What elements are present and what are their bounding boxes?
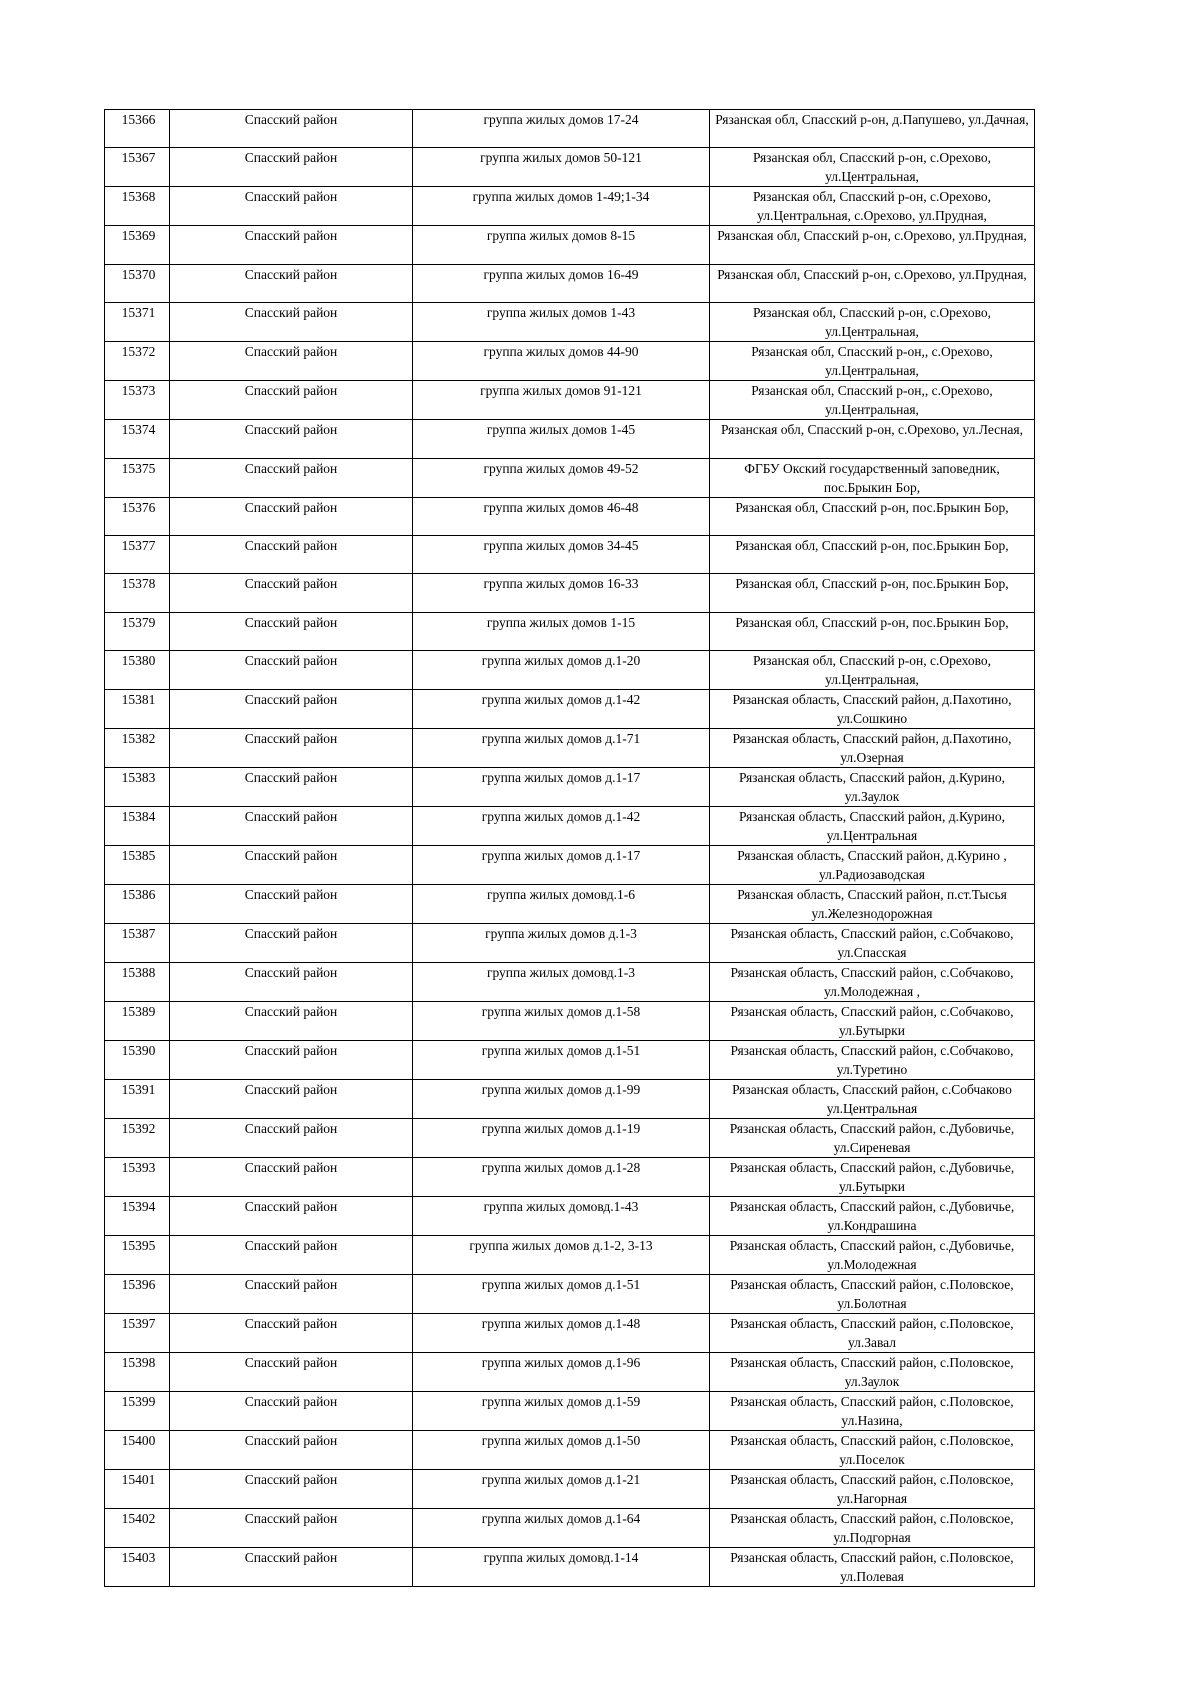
object-cell: группа жилых домов д.1-64 [413, 1509, 710, 1548]
object-cell: группа жилых домов 1-43 [413, 303, 710, 342]
table-row [105, 1236, 1035, 1275]
table-row [105, 1158, 1035, 1197]
row-number-cell: 15402 [105, 1509, 170, 1548]
table-row [105, 690, 1035, 729]
row-number-cell: 15380 [105, 651, 170, 690]
district-cell: Спасский район [170, 612, 413, 650]
row-number-cell: 15393 [105, 1158, 170, 1197]
object-cell: группа жилых домов 34-45 [413, 535, 710, 573]
row-number-cell: 15403 [105, 1548, 170, 1587]
table-body [105, 110, 1035, 1587]
district-cell: Спасский район [170, 729, 413, 768]
address-cell: ФГБУ Окский государственный заповедник, пос.Брыкин Бор, [710, 458, 1035, 497]
address-cell: Рязанская область, Спасский район, с.Половское, ул.Подгорная [710, 1509, 1035, 1548]
address-cell: Рязанская область, Спасский район, с.Дубовичье, ул.Молодежная [710, 1236, 1035, 1275]
object-cell: группа жилых домов 17-24 [413, 110, 710, 148]
address-cell: Рязанская область, Спасский район, д.Пахотино, ул.Сошкино [710, 690, 1035, 729]
table-row [105, 497, 1035, 535]
address-cell: Рязанская область, Спасский район, п.ст.Тысья ул.Железнодорожная [710, 885, 1035, 924]
table-row [105, 768, 1035, 807]
table-row [105, 1353, 1035, 1392]
address-cell: Рязанская область, Спасский район, с.Половское, ул.Назина, [710, 1392, 1035, 1431]
object-cell: группа жилых домов 44-90 [413, 342, 710, 381]
table-row [105, 885, 1035, 924]
district-cell: Спасский район [170, 846, 413, 885]
district-cell: Спасский район [170, 1158, 413, 1197]
row-number-cell: 15388 [105, 963, 170, 1002]
address-cell: Рязанская область, Спасский район, с.Собчаково, ул.Туретино [710, 1041, 1035, 1080]
table-row [105, 1509, 1035, 1548]
address-cell: Рязанская обл, Спасский р-он, с.Орехово, ул.Центральная, с.Орехово, ул.Прудная, [710, 187, 1035, 226]
address-cell: Рязанская область, Спасский район, с.Собчаково ул.Центральная [710, 1080, 1035, 1119]
object-cell: группа жилых домов 16-49 [413, 264, 710, 302]
row-number-cell: 15368 [105, 187, 170, 226]
row-number-cell: 15400 [105, 1431, 170, 1470]
address-cell: Рязанская обл, Спасский р-он, с.Орехово, ул.Центральная, [710, 303, 1035, 342]
object-cell: группа жилых домов д.1-17 [413, 768, 710, 807]
address-cell: Рязанская область, Спасский район, с.Половское, ул.Завал [710, 1314, 1035, 1353]
row-number-cell: 15399 [105, 1392, 170, 1431]
table-row [105, 1392, 1035, 1431]
address-cell: Рязанская область, Спасский район, д.Курино, ул.Центральная [710, 807, 1035, 846]
address-cell: Рязанская область, Спасский район, д.Курино, ул.Заулок [710, 768, 1035, 807]
row-number-cell: 15382 [105, 729, 170, 768]
object-cell: группа жилых домов д.1-51 [413, 1041, 710, 1080]
address-table [104, 109, 1035, 1587]
table-row [105, 1080, 1035, 1119]
address-cell: Рязанская обл, Спасский р-он, пос.Брыкин Бор, [710, 612, 1035, 650]
object-cell: группа жилых домов 46-48 [413, 497, 710, 535]
district-cell: Спасский район [170, 497, 413, 535]
district-cell: Спасский район [170, 768, 413, 807]
row-number-cell: 15383 [105, 768, 170, 807]
row-number-cell: 15397 [105, 1314, 170, 1353]
table-row [105, 381, 1035, 420]
object-cell: группа жилых домов 1-49;1-34 [413, 187, 710, 226]
address-cell: Рязанская обл, Спасский р-он,, с.Орехово, ул.Центральная, [710, 342, 1035, 381]
object-cell: группа жилых домов д.1-28 [413, 1158, 710, 1197]
table-row [105, 1197, 1035, 1236]
district-cell: Спасский район [170, 690, 413, 729]
address-cell: Рязанская обл, Спасский р-он, с.Орехово, ул.Прудная, [710, 264, 1035, 302]
object-cell: группа жилых домов 8-15 [413, 226, 710, 264]
district-cell: Спасский район [170, 458, 413, 497]
table-row [105, 574, 1035, 612]
row-number-cell: 15392 [105, 1119, 170, 1158]
address-cell: Рязанская область, Спасский район, с.Дубовичье, ул.Бутырки [710, 1158, 1035, 1197]
table-row [105, 1314, 1035, 1353]
table-row [105, 1470, 1035, 1509]
row-number-cell: 15396 [105, 1275, 170, 1314]
address-cell: Рязанская область, Спасский район, с.Дубовичье, ул.Сиреневая [710, 1119, 1035, 1158]
address-cell: Рязанская обл, Спасский р-он, пос.Брыкин Бор, [710, 574, 1035, 612]
table-row [105, 1119, 1035, 1158]
address-cell: Рязанская область, Спасский район, д.Курино , ул.Радиозаводская [710, 846, 1035, 885]
object-cell: группа жилых домов д.1-21 [413, 1470, 710, 1509]
table-row [105, 729, 1035, 768]
district-cell: Спасский район [170, 1392, 413, 1431]
object-cell: группа жилых домов д.1-42 [413, 807, 710, 846]
object-cell: группа жилых домов д.1-3 [413, 924, 710, 963]
row-number-cell: 15391 [105, 1080, 170, 1119]
district-cell: Спасский район [170, 420, 413, 458]
district-cell: Спасский район [170, 1236, 413, 1275]
row-number-cell: 15377 [105, 535, 170, 573]
object-cell: группа жилых домовд.1-3 [413, 963, 710, 1002]
address-cell: Рязанская обл, Спасский р-он, с.Орехово, ул.Прудная, [710, 226, 1035, 264]
object-cell: группа жилых домовд.1-6 [413, 885, 710, 924]
row-number-cell: 15398 [105, 1353, 170, 1392]
address-cell: Рязанская область, Спасский район, с.Собчаково, ул.Бутырки [710, 1002, 1035, 1041]
row-number-cell: 15374 [105, 420, 170, 458]
district-cell: Спасский район [170, 148, 413, 187]
object-cell: группа жилых домов д.1-42 [413, 690, 710, 729]
address-cell: Рязанская обл, Спасский р-он,, с.Орехово, ул.Центральная, [710, 381, 1035, 420]
district-cell: Спасский район [170, 1041, 413, 1080]
district-cell: Спасский район [170, 1002, 413, 1041]
object-cell: группа жилых домов д.1-48 [413, 1314, 710, 1353]
object-cell: группа жилых домов д.1-99 [413, 1080, 710, 1119]
district-cell: Спасский район [170, 1119, 413, 1158]
table-row [105, 1041, 1035, 1080]
address-cell: Рязанская область, Спасский район, с.Собчаково, ул.Молодежная , [710, 963, 1035, 1002]
row-number-cell: 15401 [105, 1470, 170, 1509]
row-number-cell: 15384 [105, 807, 170, 846]
district-cell: Спасский район [170, 264, 413, 302]
address-cell: Рязанская обл, Спасский р-он, пос.Брыкин Бор, [710, 497, 1035, 535]
object-cell: группа жилых домовд.1-14 [413, 1548, 710, 1587]
row-number-cell: 15394 [105, 1197, 170, 1236]
object-cell: группа жилых домов д.1-20 [413, 651, 710, 690]
table-row [105, 807, 1035, 846]
district-cell: Спасский район [170, 651, 413, 690]
district-cell: Спасский район [170, 381, 413, 420]
object-cell: группа жилых домов д.1-19 [413, 1119, 710, 1158]
district-cell: Спасский район [170, 187, 413, 226]
row-number-cell: 15373 [105, 381, 170, 420]
row-number-cell: 15387 [105, 924, 170, 963]
table-row [105, 963, 1035, 1002]
table-row [105, 1431, 1035, 1470]
address-cell: Рязанская область, Спасский район, с.Половское, ул.Болотная [710, 1275, 1035, 1314]
row-number-cell: 15386 [105, 885, 170, 924]
table-row [105, 420, 1035, 458]
object-cell: группа жилых домов д.1-71 [413, 729, 710, 768]
district-cell: Спасский район [170, 924, 413, 963]
district-cell: Спасский район [170, 1275, 413, 1314]
row-number-cell: 15378 [105, 574, 170, 612]
table-row [105, 187, 1035, 226]
row-number-cell: 15375 [105, 458, 170, 497]
table-row [105, 110, 1035, 148]
table-row [105, 303, 1035, 342]
object-cell: группа жилых домов 16-33 [413, 574, 710, 612]
object-cell: группа жилых домов д.1-2, 3-13 [413, 1236, 710, 1275]
row-number-cell: 15370 [105, 264, 170, 302]
table-row [105, 1002, 1035, 1041]
object-cell: группа жилых домов д.1-96 [413, 1353, 710, 1392]
table-row [105, 342, 1035, 381]
row-number-cell: 15379 [105, 612, 170, 650]
row-number-cell: 15376 [105, 497, 170, 535]
object-cell: группа жилых домов 49-52 [413, 458, 710, 497]
address-cell: Рязанская обл, Спасский р-он, с.Орехово, ул.Центральная, [710, 651, 1035, 690]
district-cell: Спасский район [170, 1197, 413, 1236]
district-cell: Спасский район [170, 963, 413, 1002]
table-row [105, 458, 1035, 497]
table-row [105, 148, 1035, 187]
object-cell: группа жилых домов д.1-17 [413, 846, 710, 885]
district-cell: Спасский район [170, 1470, 413, 1509]
table-row [105, 535, 1035, 573]
object-cell: группа жилых домов 91-121 [413, 381, 710, 420]
district-cell: Спасский район [170, 807, 413, 846]
object-cell: группа жилых домов 50-121 [413, 148, 710, 187]
table-row [105, 924, 1035, 963]
district-cell: Спасский район [170, 303, 413, 342]
address-cell: Рязанская область, Спасский район, с.Половское, ул.Поселок [710, 1431, 1035, 1470]
address-cell: Рязанская обл, Спасский р-он, пос.Брыкин Бор, [710, 535, 1035, 573]
address-cell: Рязанская область, Спасский район, с.Половское, ул.Заулок [710, 1353, 1035, 1392]
row-number-cell: 15371 [105, 303, 170, 342]
row-number-cell: 15367 [105, 148, 170, 187]
object-cell: группа жилых домов 1-45 [413, 420, 710, 458]
address-cell: Рязанская область, Спасский район, с.Дубовичье, ул.Кондрашина [710, 1197, 1035, 1236]
district-cell: Спасский район [170, 1509, 413, 1548]
district-cell: Спасский район [170, 1314, 413, 1353]
table-row [105, 1548, 1035, 1587]
object-cell: группа жилых домов 1-15 [413, 612, 710, 650]
row-number-cell: 15395 [105, 1236, 170, 1275]
object-cell: группа жилых домов д.1-50 [413, 1431, 710, 1470]
district-cell: Спасский район [170, 342, 413, 381]
district-cell: Спасский район [170, 885, 413, 924]
row-number-cell: 15385 [105, 846, 170, 885]
district-cell: Спасский район [170, 110, 413, 148]
district-cell: Спасский район [170, 1353, 413, 1392]
table-row [105, 651, 1035, 690]
object-cell: группа жилых домов д.1-51 [413, 1275, 710, 1314]
address-cell: Рязанская обл, Спасский р-он, с.Орехово, ул.Центральная, [710, 148, 1035, 187]
object-cell: группа жилых домов д.1-58 [413, 1002, 710, 1041]
object-cell: группа жилых домов д.1-59 [413, 1392, 710, 1431]
row-number-cell: 15389 [105, 1002, 170, 1041]
address-cell: Рязанская обл, Спасский р-он, д.Папушево, ул.Дачная, [710, 110, 1035, 148]
object-cell: группа жилых домовд.1-43 [413, 1197, 710, 1236]
row-number-cell: 15366 [105, 110, 170, 148]
district-cell: Спасский район [170, 535, 413, 573]
district-cell: Спасский район [170, 574, 413, 612]
address-cell: Рязанская область, Спасский район, с.Собчаково, ул.Спасская [710, 924, 1035, 963]
table-row [105, 226, 1035, 264]
row-number-cell: 15381 [105, 690, 170, 729]
table-row [105, 264, 1035, 302]
address-cell: Рязанская область, Спасский район, с.Половское, ул.Нагорная [710, 1470, 1035, 1509]
address-cell: Рязанская область, Спасский район, д.Пахотино, ул.Озерная [710, 729, 1035, 768]
address-cell: Рязанская обл, Спасский р-он, с.Орехово, ул.Лесная, [710, 420, 1035, 458]
row-number-cell: 15369 [105, 226, 170, 264]
table-row [105, 1275, 1035, 1314]
row-number-cell: 15372 [105, 342, 170, 381]
district-cell: Спасский район [170, 226, 413, 264]
district-cell: Спасский район [170, 1548, 413, 1587]
district-cell: Спасский район [170, 1080, 413, 1119]
table-row [105, 612, 1035, 650]
district-cell: Спасский район [170, 1431, 413, 1470]
address-cell: Рязанская область, Спасский район, с.Половское, ул.Полевая [710, 1548, 1035, 1587]
table-row [105, 846, 1035, 885]
row-number-cell: 15390 [105, 1041, 170, 1080]
